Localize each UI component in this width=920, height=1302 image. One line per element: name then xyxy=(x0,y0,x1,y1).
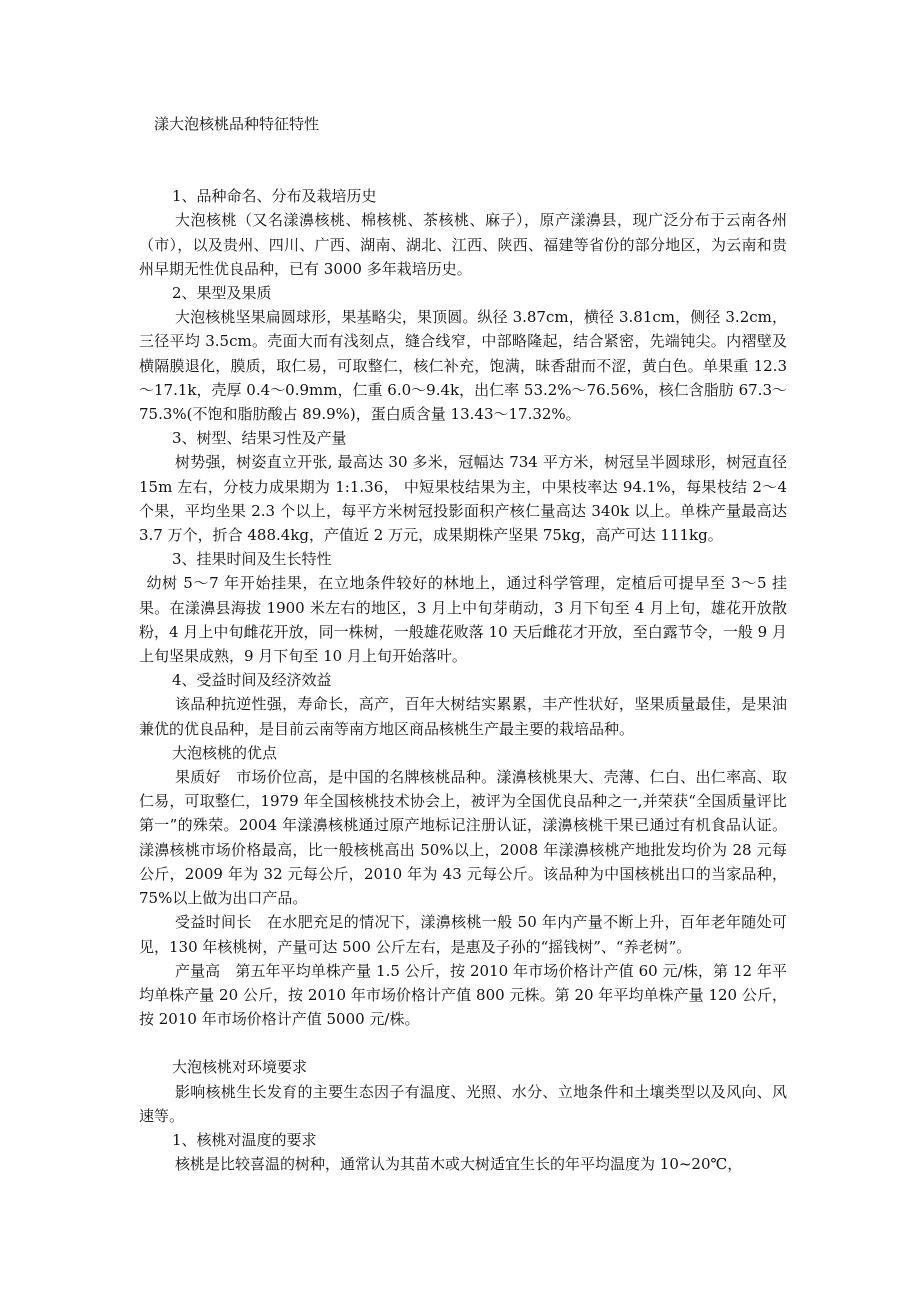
paragraph: 大泡核桃（又名漾濞核桃、棉核桃、茶核桃、麻子），原产漾濞县，现广泛分布于云南各州（市），以及贵州、四川、广西、湖南、湖北、江西、陕西、福建等省份的部分地区，为云南和贵州早期无性优良品种，已有 3000 多年栽培历史。 xyxy=(139,211,787,278)
spacer xyxy=(139,136,787,160)
paragraph: 幼树 5～7 年开始挂果，在立地条件较好的林地上，通过科学管理，定植后可提早至 3～5 挂果。在漾濞县海拔 1900 米左右的地区，3 月上中旬芽萌动，3 月下旬至 4 月上旬，雄花开放散粉，4 月上中旬雌花开放，同一株树，一般雄花败落 10 天后雌花才开放，至白露节令，一般 9 月上旬坚果成熟，9 月下旬至 10 月上旬开始落叶。 xyxy=(139,574,787,666)
paragraph: 该品种抗逆性强，寿命长，高产，百年大树结实累累，丰产性状好，坚果质量最佳，是果油兼优的优良品种，是目前云南等南方地区商品核桃生产最主要的栽培品种。 xyxy=(139,695,787,738)
spacer xyxy=(139,1031,787,1055)
spacer xyxy=(139,160,787,184)
section-heading: 3、挂果时间及生长特性 xyxy=(172,550,332,569)
section-heading: 大泡核桃的优点 xyxy=(172,743,278,762)
paragraph: 果质好 市场价位高，是中国的名牌核桃品种。漾濞核桃果大、壳薄、仁白、出仁率高、取仁易，可取整仁，1979 年全国核桃技术协会上，被评为全国优良品种之一,并荣获“全国质量评比第一”的殊荣。2004 年漾濞核桃通过原产地标记注册认证，漾濞核桃干果已通过有机食品认证。漾濞核桃市场价格最高，比一般核桃高出 50%以上，2008 年漾濞核桃产地批发均价为 28 元每公斤，2009 年为 32 元每公斤，2010 年为 43 元每公斤。该品种为中国核桃出口的当家品种，75%以上做为出口产品。 xyxy=(139,768,787,908)
paragraph: 产量高 第五年平均单株产量 1.5 公斤，按 2010 年市场价格计产值 60 元/株，第 12 年平均单株产量 20 公斤，按 2010 年市场价格计产值 800 元株。第 20 年平均单株产量 120 公斤，按 2010 年市场价格计产值 5000 元/株。 xyxy=(139,961,787,1029)
paragraph: 受益时间长 在水肥充足的情况下，漾濞核桃一般 50 年内产量不断上升，百年老年随处可见，130 年核桃树，产量可达 500 公斤左右，是惠及子孙的“摇钱树”、“养老树”。 xyxy=(139,913,787,956)
paragraph: 核桃是比较喜温的树种，通常认为其苗木或大树适宜生长的年平均温度为 10~20℃， xyxy=(175,1155,743,1174)
section-heading: 4、受益时间及经济效益 xyxy=(172,671,332,690)
document-title: 漾大泡核桃品种特征特性 xyxy=(154,115,320,133)
section-heading: 大泡核桃对环境要求 xyxy=(172,1058,308,1077)
document-page xyxy=(139,112,787,1176)
paragraph: 大泡核桃坚果扁圆球形，果基略尖，果顶圆。纵径 3.87cm，横径 3.81cm，侧径 3.2cm，三径平均 3.5cm。壳面大而有浅刻点，缝合线窄，中部略隆起，结合紧密，先端钝尖。内褶壁及横隔膜退化，膜质，取仁易，可取整仁，核仁补充，饱满，昧香甜而不涩，黄白色。单果重 12.3～17.1k，壳厚 0.4～0.9mm，仁重 6.0～9.4k，出仁率 53.2%～76.56%，核仁含脂肪 67.3～75.3%(不饱和脂肪酸占 89.9%)，蛋白质含量 13.43～17.32%。 xyxy=(139,308,787,424)
section-heading: 3、树型、结果习性及产量 xyxy=(172,429,347,448)
paragraph: 树势强，树姿直立开张, 最高达 30 多米，冠幅达 734 平方米，树冠呈半圆球形，树冠直径 15m 左右，分枝力成果期为 1:1.36， 中短果枝结果为主，中果枝率达 94.1%，每果枝结 2～4 个果，平均坐果 2.3 个以上，每平方米树冠投影面积产核仁量高达 340k 以上。单株产量最高达 3.7 万个，折合 488.4kg，产值近 2 万元，成果期株产坚果 75kg，高产可达 111kg。 xyxy=(139,453,787,545)
section-heading: 1、品种命名、分布及栽培历史 xyxy=(172,187,377,206)
section-heading: 2、果型及果质 xyxy=(172,284,272,303)
paragraph: 影响核桃生长发育的主要生态因子有温度、光照、水分、立地条件和土壤类型以及风向、风速等。 xyxy=(139,1082,787,1125)
section-heading: 1、核桃对温度的要求 xyxy=(172,1130,317,1149)
